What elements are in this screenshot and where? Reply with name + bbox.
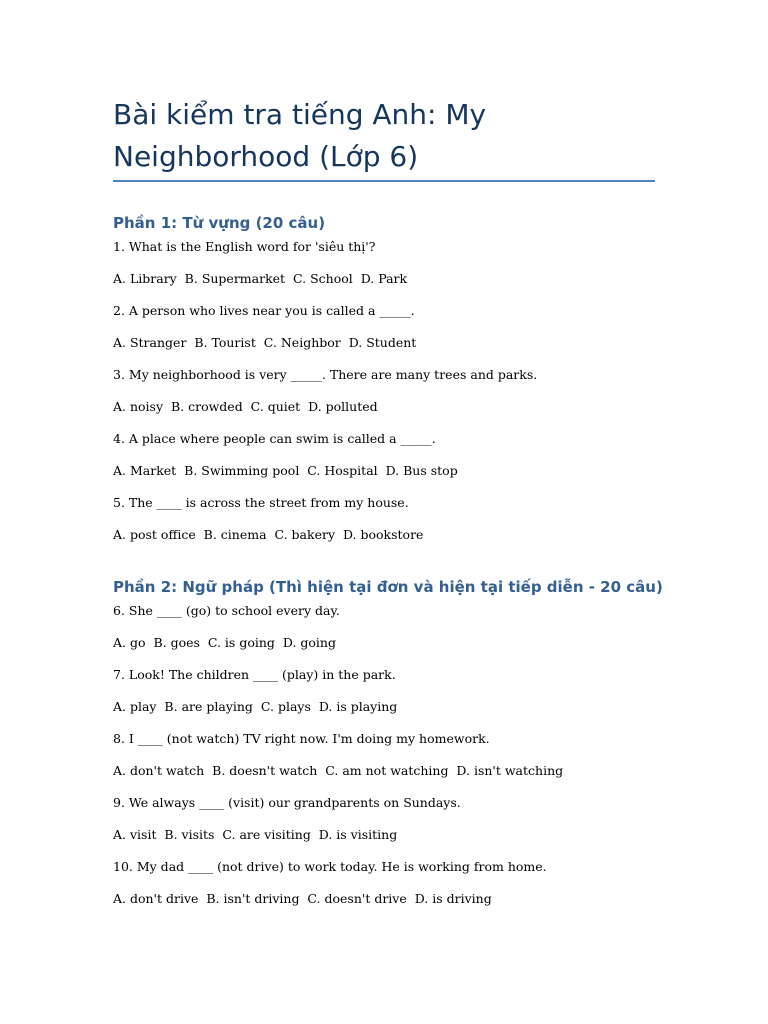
question-text: 5. The ____ is across the street from my house. (113, 495, 409, 510)
question-text: 9. We always ____ (visit) our grandparents on Sundays. (113, 795, 461, 810)
question-text: 3. My neighborhood is very _____. There are many trees and parks. (113, 367, 538, 382)
question-options: A. visit B. visits C. are visiting D. is visiting (113, 827, 398, 842)
question-text: 8. I ____ (not watch) TV right now. I'm doing my homework. (113, 731, 490, 746)
section-heading-grammar: Phần 2: Ngữ pháp (Thì hiện tại đơn và hiện tại tiếp diễn - 20 câu) (113, 578, 663, 596)
question-text: 4. A place where people can swim is called a _____. (113, 431, 436, 446)
section-heading-vocabulary: Phần 1: Từ vựng (20 câu) (113, 214, 326, 232)
question-options: A. don't watch B. doesn't watch C. am not watching D. isn't watching (113, 763, 564, 778)
title-divider (113, 180, 655, 182)
question-text: 2. A person who lives near you is called a _____. (113, 303, 415, 318)
question-options: A. don't drive B. isn't driving C. doesn't drive D. is driving (113, 891, 492, 906)
question-options: A. Stranger B. Tourist C. Neighbor D. Student (113, 335, 417, 350)
question-options: A. Library B. Supermarket C. School D. Park (113, 271, 408, 286)
question-options: A. post office B. cinema C. bakery D. bookstore (113, 527, 424, 542)
question-options: A. noisy B. crowded C. quiet D. polluted (113, 399, 378, 414)
question-options: A. Market B. Swimming pool C. Hospital D. Bus stop (113, 463, 458, 478)
question-text: 10. My dad ____ (not drive) to work today. He is working from home. (113, 859, 547, 874)
question-text: 6. She ____ (go) to school every day. (113, 603, 340, 618)
document-title: Bài kiểm tra tiếng Anh: My Neighborhood (Lớp 6) (113, 98, 487, 173)
question-options: A. play B. are playing C. plays D. is playing (113, 699, 398, 714)
question-options: A. go B. goes C. is going D. going (113, 635, 336, 650)
question-text: 1. What is the English word for 'siêu thị'? (113, 239, 376, 254)
question-text: 7. Look! The children ____ (play) in the park. (113, 667, 396, 682)
